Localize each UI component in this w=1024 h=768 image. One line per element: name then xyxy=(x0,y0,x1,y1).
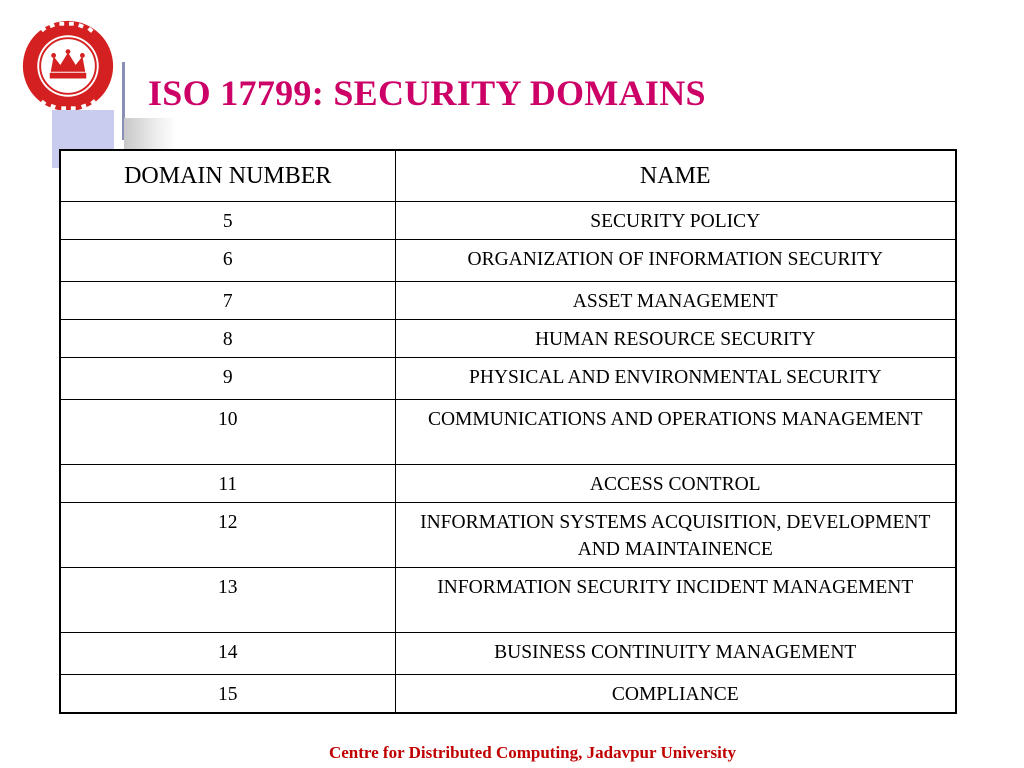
domain-name-cell: SECURITY POLICY xyxy=(395,202,956,240)
domain-number-cell: 13 xyxy=(60,568,395,633)
header-domain-number: DOMAIN NUMBER xyxy=(60,150,395,202)
domain-number-cell: 15 xyxy=(60,675,395,713)
domain-name-cell: ACCESS CONTROL xyxy=(395,465,956,503)
table-row xyxy=(60,320,956,358)
domain-number-cell: 11 xyxy=(60,465,395,503)
domain-name-cell: COMPLIANCE xyxy=(395,675,956,713)
table-row xyxy=(60,465,956,503)
table-row xyxy=(60,358,956,400)
table-row xyxy=(60,282,956,320)
domain-number-cell: 8 xyxy=(60,320,395,358)
domain-name-cell: COMMUNICATIONS AND OPERATIONS MANAGEMENT xyxy=(395,400,956,465)
table-row xyxy=(60,568,956,633)
slide-title: ISO 17799: SECURITY DOMAINS xyxy=(148,73,706,113)
table-row xyxy=(60,675,956,713)
domain-name-cell: ORGANIZATION OF INFORMATION SECURITY xyxy=(395,240,956,282)
table-row xyxy=(60,633,956,675)
security-domains-table xyxy=(59,149,957,714)
domain-name-cell: PHYSICAL AND ENVIRONMENTAL SECURITY xyxy=(395,358,956,400)
domain-number-cell: 14 xyxy=(60,633,395,675)
domain-number-cell: 9 xyxy=(60,358,395,400)
table-header-row xyxy=(60,150,956,202)
table-row xyxy=(60,503,956,568)
table-row xyxy=(60,240,956,282)
domain-number-cell: 12 xyxy=(60,503,395,568)
footer-text: Centre for Distributed Computing, Jadavpur University xyxy=(328,743,737,762)
domain-number-cell: 7 xyxy=(60,282,395,320)
university-logo xyxy=(20,18,116,114)
table-row xyxy=(60,400,956,465)
domain-number-cell: 5 xyxy=(60,202,395,240)
domain-name-cell: BUSINESS CONTINUITY MANAGEMENT xyxy=(395,633,956,675)
slide-footer xyxy=(0,743,1024,763)
domain-name-cell: ASSET MANAGEMENT xyxy=(395,282,956,320)
domain-name-cell: INFORMATION SECURITY INCIDENT MANAGEMENT xyxy=(395,568,956,633)
domain-number-cell: 6 xyxy=(60,240,395,282)
header-name: NAME xyxy=(395,150,956,202)
domain-number-cell: 10 xyxy=(60,400,395,465)
domain-name-cell: HUMAN RESOURCE SECURITY xyxy=(395,320,956,358)
table-row xyxy=(60,202,956,240)
domain-name-cell: INFORMATION SYSTEMS ACQUISITION, DEVELOPMENT AND MAINTAINENCE xyxy=(395,503,956,568)
